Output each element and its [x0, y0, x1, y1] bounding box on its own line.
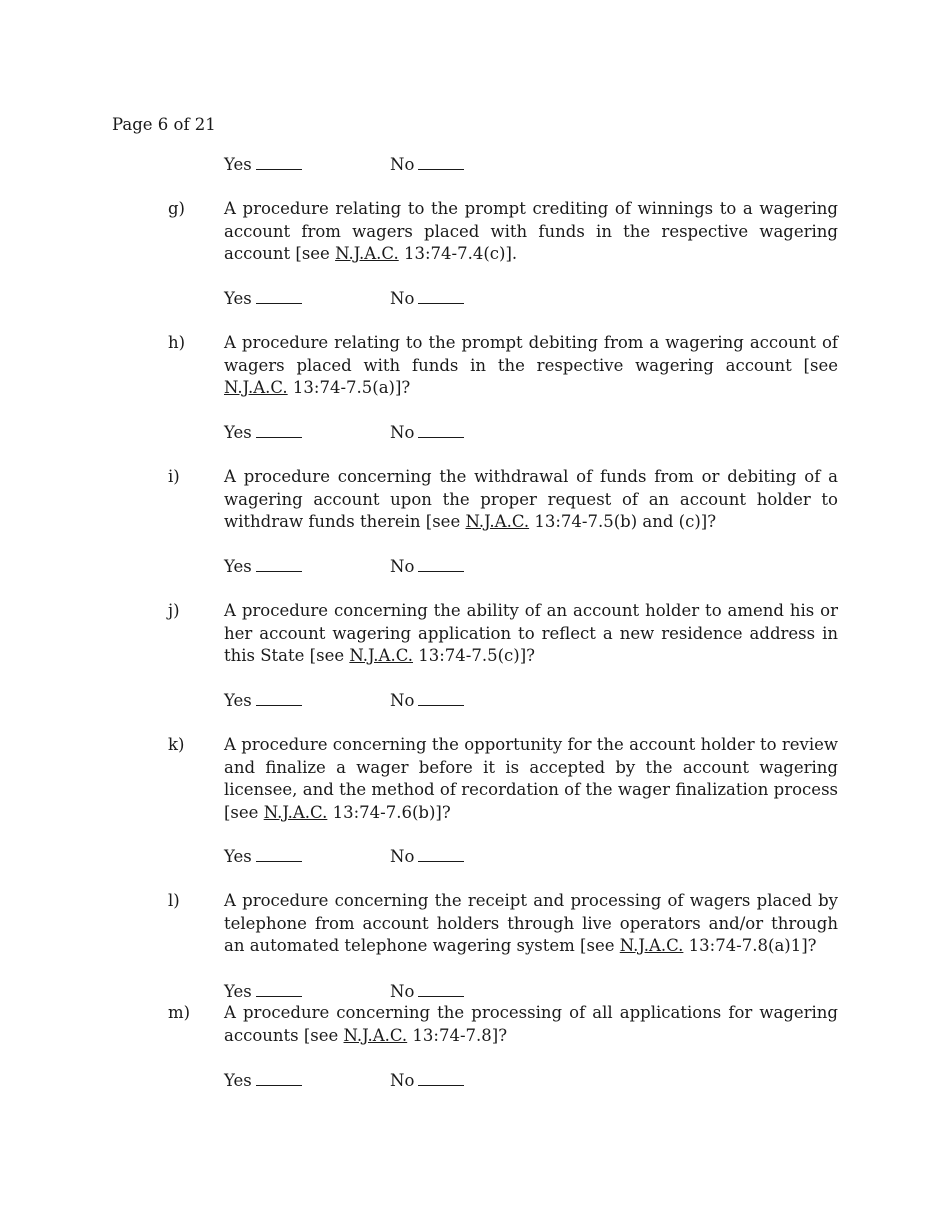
- no-blank[interactable]: [418, 981, 464, 997]
- yes-no-answer-line: [224, 422, 415, 444]
- citation: N.J.A.C.: [335, 244, 399, 263]
- no-label: No: [390, 1071, 415, 1090]
- citation: N.J.A.C.: [349, 646, 413, 665]
- no-label: No: [390, 691, 415, 710]
- yes-label: Yes: [224, 423, 252, 442]
- item-letter: i): [168, 467, 180, 486]
- item-text: A procedure concerning the processing of all applications for wagering accounts [see N.J.A.C. 13:74-7.8]?: [224, 1003, 838, 1045]
- yes-blank[interactable]: [256, 981, 302, 997]
- citation: N.J.A.C.: [263, 802, 328, 822]
- yes-label: Yes: [224, 155, 252, 174]
- citation: N.J.A.C.: [619, 936, 684, 955]
- yes-label: Yes: [224, 847, 252, 866]
- no-blank[interactable]: [418, 1070, 464, 1086]
- no-label: No: [390, 289, 415, 308]
- no-label: No: [390, 557, 415, 576]
- yes-label: Yes: [224, 1071, 252, 1090]
- yes-no-answer-line: [224, 556, 415, 578]
- citation: N.J.A.C.: [465, 512, 530, 531]
- item-letter: j): [168, 601, 180, 620]
- citation: N.J.A.C.: [224, 378, 288, 397]
- yes-label: Yes: [224, 982, 252, 1001]
- yes-no-answer-line: [224, 288, 415, 310]
- no-blank[interactable]: [418, 154, 464, 170]
- citation: N.J.A.C.: [343, 1025, 408, 1045]
- no-label: No: [390, 847, 415, 866]
- no-label: No: [390, 423, 415, 442]
- question-item-m: [168, 1002, 838, 1047]
- yes-blank[interactable]: [256, 154, 302, 170]
- item-text: A procedure relating to the prompt crediting of winnings to a wagering account from wagers placed with funds in the respective wagering account [see N.J.A.C. 13:74-7.4(c)].: [224, 199, 838, 263]
- item-letter: g): [168, 199, 185, 218]
- yes-no-answer-line: [224, 1070, 415, 1092]
- no-blank[interactable]: [418, 422, 464, 438]
- item-text: A procedure concerning the withdrawal of funds from or debiting of a wagering account upon the proper request of an account holder to withdraw funds therein [see N.J.A.C. 13:74-7.5(b) and (c)]?: [224, 467, 838, 531]
- question-item-i: [168, 466, 838, 534]
- item-text: A procedure concerning the opportunity for the account holder to review and finalize a wager before it is accepted by the account wagering licensee, and the method of recordation of the wager finalization process [see N.J.A.C. 13:74-7.6(b)]?: [224, 735, 838, 822]
- page-number: Page 6 of 21: [112, 115, 216, 134]
- no-label: No: [390, 155, 415, 174]
- yes-no-answer-line: [224, 981, 415, 1003]
- yes-no-answer-line: [224, 154, 415, 176]
- no-blank[interactable]: [418, 846, 464, 862]
- yes-blank[interactable]: [256, 556, 302, 572]
- no-blank[interactable]: [418, 288, 464, 304]
- question-item-l: [168, 890, 838, 958]
- no-blank[interactable]: [418, 690, 464, 706]
- question-item-j: [168, 600, 838, 668]
- yes-label: Yes: [224, 289, 252, 308]
- item-letter: h): [168, 333, 186, 352]
- yes-blank[interactable]: [256, 846, 302, 862]
- yes-no-answer-line: [224, 690, 415, 712]
- yes-blank[interactable]: [256, 690, 302, 706]
- item-letter: l): [168, 891, 180, 910]
- item-letter: m): [168, 1003, 191, 1022]
- question-item-h: [168, 332, 838, 400]
- yes-label: Yes: [224, 691, 252, 710]
- yes-no-answer-line: [224, 846, 415, 868]
- yes-blank[interactable]: [256, 288, 302, 304]
- no-blank[interactable]: [418, 556, 464, 572]
- yes-blank[interactable]: [256, 422, 302, 438]
- yes-label: Yes: [224, 557, 252, 576]
- yes-blank[interactable]: [256, 1070, 302, 1086]
- item-text: A procedure relating to the prompt debiting from a wagering account of wagers placed with funds in the respective wagering account [see N.J.A.C. 13:74-7.5(a)]?: [224, 333, 838, 397]
- no-label: No: [390, 982, 415, 1001]
- item-text: A procedure concerning the ability of an account holder to amend his or her account wagering application to reflect a new residence address in this State [see N.J.A.C. 13:74-7.5(c)]?: [224, 601, 838, 665]
- question-item-g: [168, 198, 838, 266]
- item-text: A procedure concerning the receipt and processing of wagers placed by telephone from account holders through live operators and/or through an automated telephone wagering system [see N.J.A.C. 13:74-7.8(a)1]?: [224, 891, 838, 955]
- question-item-k: [168, 734, 838, 824]
- item-letter: k): [168, 735, 185, 754]
